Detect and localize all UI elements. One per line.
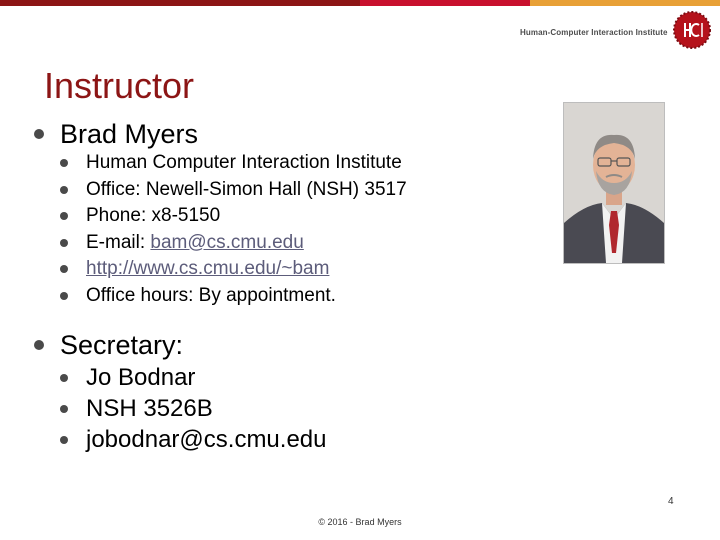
bullet-dot-icon — [60, 239, 68, 247]
bullet-dot-icon — [60, 374, 68, 382]
bullet-dot-icon — [60, 436, 68, 444]
email-label: E-mail: — [86, 231, 151, 253]
top-bar-dark-segment — [0, 0, 360, 6]
hcii-seal-icon — [672, 10, 712, 50]
bullet-dot-icon — [60, 159, 68, 167]
top-color-bar — [0, 0, 720, 6]
list-item — [60, 230, 407, 257]
institute-logo-text: Human-Computer Interaction Institute — [520, 28, 668, 37]
portrait-illustration — [564, 103, 664, 263]
instructor-institute: Human Computer Interaction Institute — [86, 152, 402, 174]
secretary-bullet — [34, 330, 183, 360]
bullet-dot-icon — [60, 265, 68, 273]
secretary-details-list — [60, 362, 327, 455]
instructor-details-list — [60, 150, 407, 309]
instructor-email-link[interactable]: bam@cs.cmu.edu — [150, 231, 304, 253]
instructor-office: Office: Newell-Simon Hall (NSH) 3517 — [86, 178, 407, 200]
secretary-office: NSH 3526B — [86, 394, 213, 422]
bullet-dot-icon — [34, 129, 44, 139]
list-item — [60, 362, 327, 393]
top-bar-gold-segment — [530, 0, 720, 6]
instructor-phone: Phone: x8-5150 — [86, 205, 221, 227]
instructor-name: Brad Myers — [60, 119, 199, 149]
instructor-photo — [563, 102, 665, 264]
bullet-dot-icon — [34, 340, 44, 350]
instructor-office-hours: Office hours: By appointment. — [86, 284, 336, 306]
instructor-bullet — [34, 119, 198, 149]
bullet-dot-icon — [60, 405, 68, 413]
secretary-email: jobodnar@cs.cmu.edu — [86, 425, 327, 453]
list-item — [60, 177, 407, 204]
list-item — [60, 393, 327, 424]
page-number: 4 — [668, 496, 674, 507]
slide-title: Instructor — [44, 65, 195, 106]
top-bar-red-segment — [360, 0, 530, 6]
bullet-dot-icon — [60, 212, 68, 220]
secretary-heading: Secretary: — [60, 330, 184, 360]
bullet-dot-icon — [60, 292, 68, 300]
list-item — [60, 150, 407, 177]
secretary-name: Jo Bodnar — [86, 363, 196, 391]
bullet-dot-icon — [60, 186, 68, 194]
instructor-website-link[interactable]: http://www.cs.cmu.edu/~bam — [86, 258, 330, 280]
list-item — [60, 283, 407, 310]
list-item — [60, 256, 407, 283]
footer-copyright: © 2016 - Brad Myers — [318, 517, 402, 527]
list-item — [60, 203, 407, 230]
list-item — [60, 424, 327, 455]
